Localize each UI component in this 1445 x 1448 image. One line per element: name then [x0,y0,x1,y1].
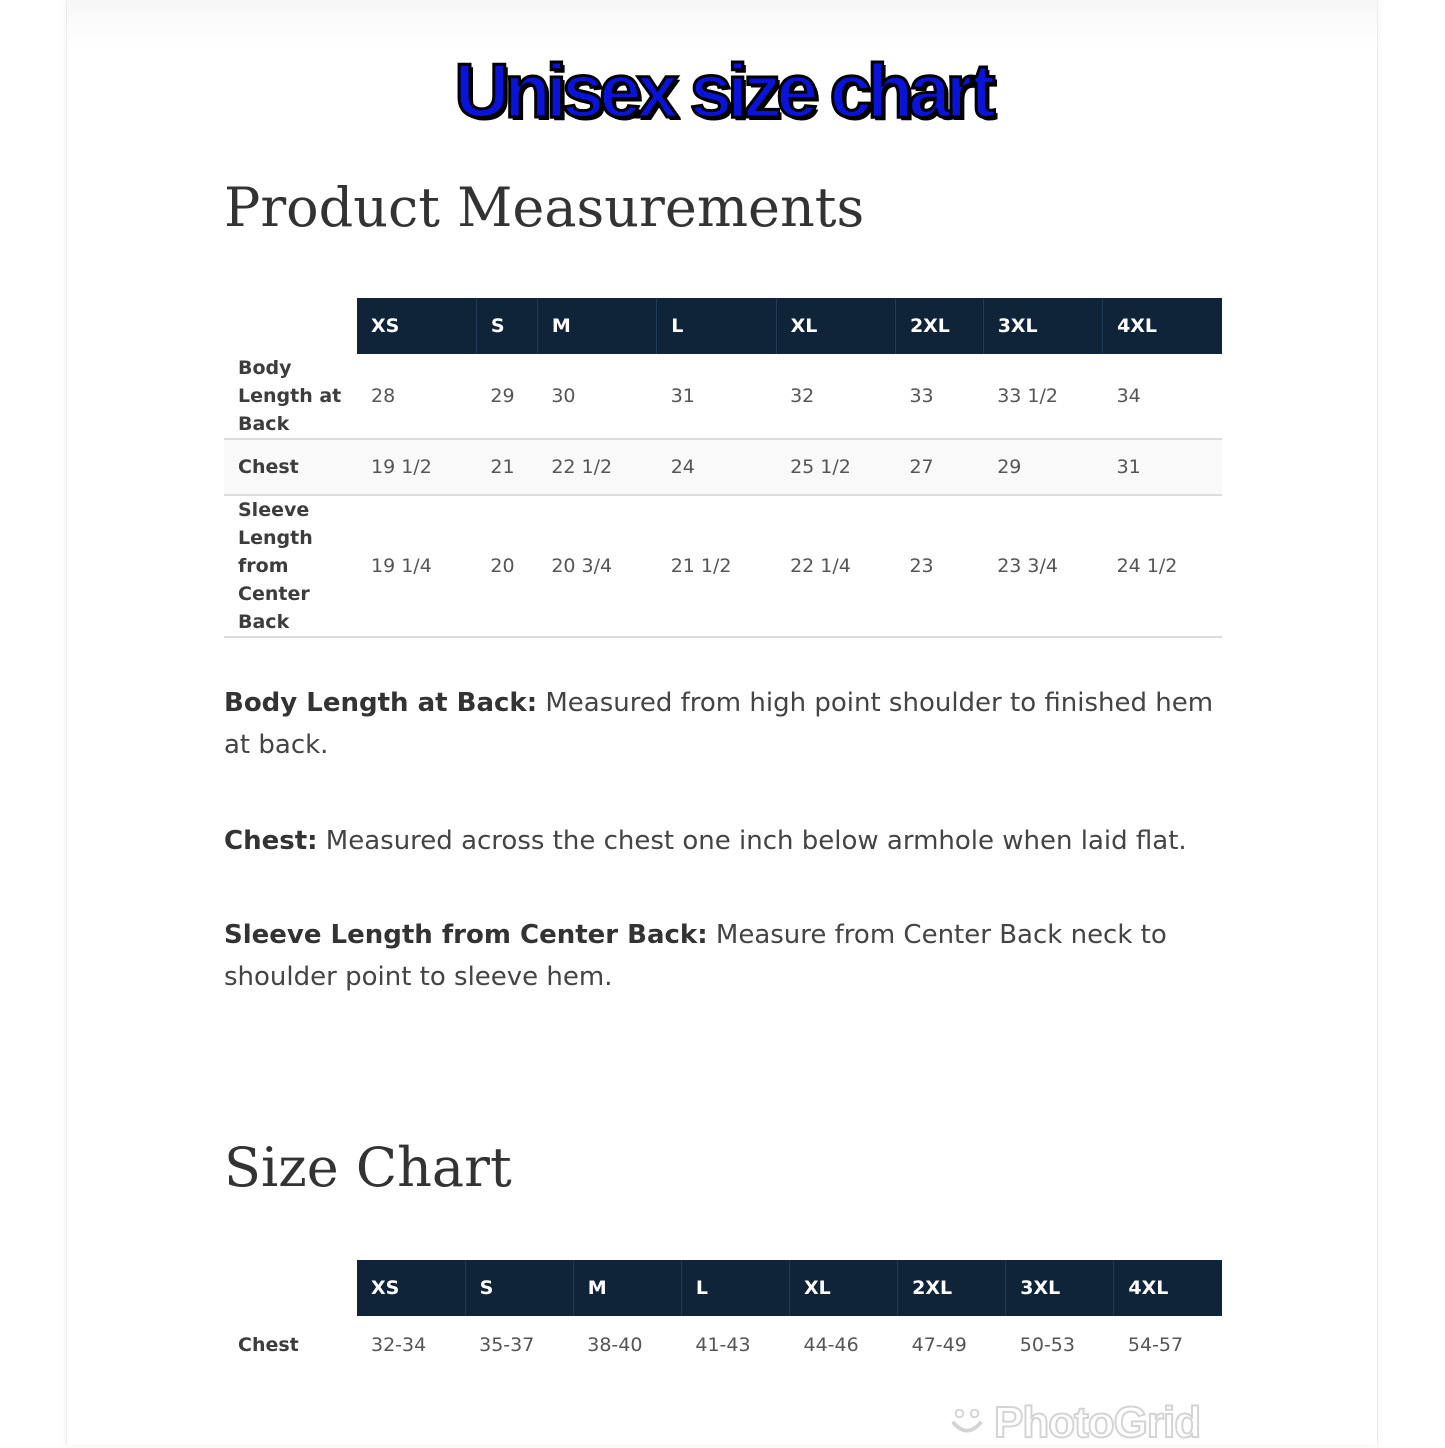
row-label-sleeve-length: Sleeve Length from Center Back [224,495,357,637]
table-cell: 22 1/2 [537,439,656,495]
photogrid-watermark [948,1398,1200,1448]
table-cell: 32 [776,354,895,439]
row-label-chest: Chest [238,1334,299,1356]
description-chest [224,820,1224,862]
size-header-s: S [476,298,537,354]
table-corner [224,298,357,354]
table-header-row [224,1260,1222,1316]
row-label-body-length: Body Length at Back [224,354,357,439]
size-header-xl: XL [790,1260,898,1316]
table-row [224,1316,1222,1374]
size-header-s: S [465,1260,573,1316]
table-cell: 33 [895,354,983,439]
table-corner [224,1260,357,1316]
table-cell: 34 [1103,354,1222,439]
table-cell: 27 [895,439,983,495]
table-cell: 32-34 [371,1334,427,1356]
table-cell: 47-49 [911,1334,967,1356]
product-measurements-heading: Product Measurements [224,176,865,239]
size-chart-table [224,1260,1222,1374]
watermark-text: PhotoGrid [994,1398,1201,1447]
product-measurements-table [224,298,1222,638]
photogrid-logo-icon [948,1404,986,1442]
size-chart-heading: Size Chart [224,1136,512,1199]
table-cell: 54-57 [1127,1334,1184,1356]
size-header-xl: XL [776,298,895,354]
size-header-l: L [681,1260,789,1316]
description-term: Chest: [224,826,318,856]
table-row [224,354,1222,439]
table-cell: 29 [983,439,1102,495]
table-cell: 30 [537,354,656,439]
size-header-xs: XS [357,298,476,354]
table-cell: 22 1/4 [776,495,895,637]
description-sleeve-length [224,914,1224,998]
table-cell: 29 [476,354,537,439]
size-header-2xl: 2XL [898,1260,1006,1316]
table-header-row [224,298,1222,354]
size-header-4xl: 4XL [1103,298,1222,354]
size-header-2xl: 2XL [895,298,983,354]
table-cell: 20 [476,495,537,637]
description-text: Measure from Center Back neck to shoulder point to sleeve hem. [224,920,1167,992]
table-row [224,495,1222,637]
table-cell: 41-43 [695,1334,751,1356]
size-header-m: M [537,298,656,354]
table-cell: 31 [1103,439,1222,495]
description-text: Measured from high point shoulder to finished hem at back. [224,688,1214,760]
description-term: Sleeve Length from Center Back: [224,920,708,950]
size-header-4xl: 4XL [1114,1260,1222,1316]
description-body-length [224,682,1224,766]
table-cell: 25 1/2 [776,439,895,495]
table-cell: 31 [657,354,776,439]
table-cell: 24 1/2 [1103,495,1222,637]
table-cell: 19 1/2 [357,439,476,495]
table-cell: 23 3/4 [983,495,1102,637]
size-header-3xl: 3XL [1006,1260,1114,1316]
description-term: Body Length at Back: [224,688,538,718]
table-cell: 38-40 [587,1334,643,1356]
row-label-chest: Chest [224,439,357,495]
table-row [224,439,1222,495]
table-cell: 50-53 [1019,1334,1075,1356]
size-header-m: M [573,1260,681,1316]
table-cell: 21 [476,439,537,495]
size-header-l: L [657,298,776,354]
table-cell: 35-37 [479,1334,535,1356]
table-cell: 28 [357,354,476,439]
banner-title: Unisex size chart [454,49,991,134]
table-cell: 21 1/2 [657,495,776,637]
table-cell: 24 [657,439,776,495]
table-cell: 44-46 [803,1334,859,1356]
top-shadow [67,0,1377,48]
table-cell: 19 1/4 [357,495,476,637]
table-cell: 33 1/2 [983,354,1102,439]
description-text: Measured across the chest one inch below armhole when laid flat. [317,826,1187,856]
size-header-xs: XS [357,1260,465,1316]
size-header-3xl: 3XL [983,298,1102,354]
table-cell: 23 [895,495,983,637]
table-cell: 20 3/4 [537,495,656,637]
